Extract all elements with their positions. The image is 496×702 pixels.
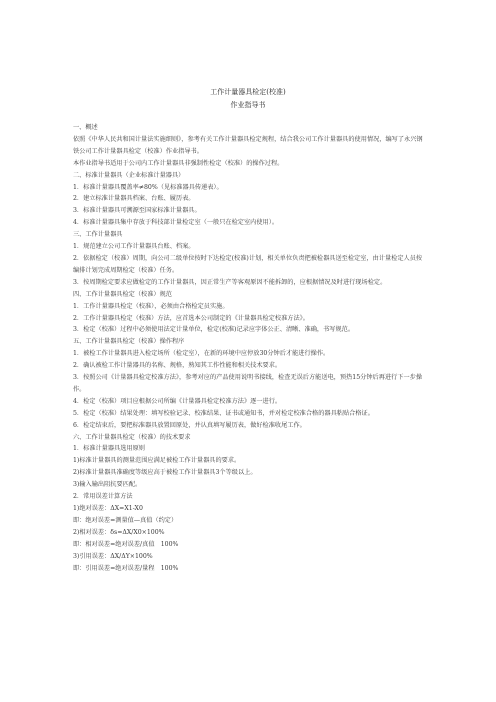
paragraph: 2．依据检定（校准）周期，向公司二级单位按时下达检定(校准)计划，相关单位负责把被检器具送至检定室，由计量检定人员按编排计划完成周期检定（校准）任务。: [73, 254, 423, 274]
paragraph: 即：相对误差=绝对误差/真值 100%: [73, 540, 179, 548]
paragraph: 4．标准计量器具集中存放于科技部计量检定室（一般只在检定室内使用）。: [73, 219, 279, 227]
paragraph: 3．检定（校准）过程中必须使用法定计量单位，检定(校准)记录应字体公正、清晰、准确，书写规范。: [73, 326, 355, 334]
paragraph: 3．按照公司《计量器具检定校准方法》，参考对应的产品使用说明书接线，检查无误后方能送电，预热15分钟后再进行下一步操作。: [73, 374, 423, 393]
paragraph: 2)相对误差：δs=ΔX/X0×100%: [73, 528, 165, 536]
paragraph: 1．工作计量器具检定（校准），必须由合格检定员实施。: [73, 302, 229, 310]
paragraph: 依照《中华人民共和国计量法实施细则》，参考有关工作计量器具检定规程，结合我公司工作计量器具的使用情况，编写了永兴钢铁公司工作计量器具检定（校准）作业指导书。: [73, 135, 423, 155]
paragraph: 2．工作计量器具检定（校准）方法，应首选本公司制定的《计量器具检定校准方法》。: [73, 314, 309, 322]
paragraph: 即：引用误差=绝对误差/量程 100%: [73, 564, 179, 572]
paragraph: 本作业指导书适用于公司内工作计量器具非强制性检定（校准）的操作过程。: [73, 159, 284, 167]
paragraph: 1．被检工作计量器具进入检定场所（检定室），在新的环境中应停放30分钟后才能进行操作。: [73, 350, 330, 358]
paragraph: 1)绝对误差：ΔX=X1-X0: [73, 505, 143, 512]
paragraph: 4．检定（校准）项目应根据公司所编《计量器具检定校准方法》逐一进行。: [73, 397, 282, 405]
paragraph: 2．常用误差计算方法: [73, 493, 133, 501]
paragraph: 六、工作计量器具检定（校准）的技术要求: [73, 433, 191, 441]
paragraph: 3)输入输出阻抗要匹配。: [73, 481, 142, 489]
paragraph: 3)引用误差：ΔX/ΔY×100%: [73, 552, 153, 560]
paragraph: 2．确认被检工作计量器具的名称、规格，熟知其工作性能和相关技术要求。: [73, 362, 282, 370]
paragraph: 三、工作计量器具: [73, 231, 123, 239]
paragraph: 6．检定结束后，要把标准器具放置回原处，并认真填写履历表，做好检准收尾工作。: [73, 421, 306, 429]
paragraph: 1．标准计量器具覆盖率≠80%（见标准器具传递表）。: [73, 183, 223, 191]
paragraph: 即：绝对误差=测量值—真值（约定）: [73, 516, 178, 524]
paragraph: 1)标准计量器具的测量范围应满足被检工作计量器具的要求。: [73, 457, 241, 465]
document-title: 工作计量器具检定(校准): [210, 88, 286, 96]
title-block: [0, 86, 496, 112]
paragraph: 五、工作计量器具检定（校准）操作程序: [73, 338, 185, 346]
paragraph: 1．标准计量器具选用原则: [73, 445, 145, 453]
paragraph: 2．建立标准计量器具档案、台账、履历表。: [73, 195, 195, 203]
paragraph: 5．检定（校准）结果处理：填写校验记录、校准结果、证书或通知书，并对检定校准合格的器具粘贴合格证。: [73, 409, 374, 417]
paragraph: 2)标准计量器具准确度等级应高于被检工作计量器具3个等级以上。: [73, 469, 257, 477]
paragraph: 二、标准计量器具（企业标准计量器具）: [73, 171, 185, 179]
document-body: [73, 122, 428, 574]
paragraph: 3．按周期检定要求应做检定的工作计量器具，因正常生产等客观原因不能拆卸的，应根据情况及时进行现场检定。: [73, 278, 387, 286]
paragraph: 四、工作计量器具检定（校准）规范: [73, 290, 172, 298]
document-subtitle: 作业指导书: [230, 101, 266, 109]
paragraph: 3．标准计量器具可溯源至国家标准计量器具。: [73, 207, 201, 215]
paragraph: 1．规范建立公司工作计量器具台账、档案。: [73, 243, 195, 251]
paragraph: 一、概述: [73, 124, 98, 131]
